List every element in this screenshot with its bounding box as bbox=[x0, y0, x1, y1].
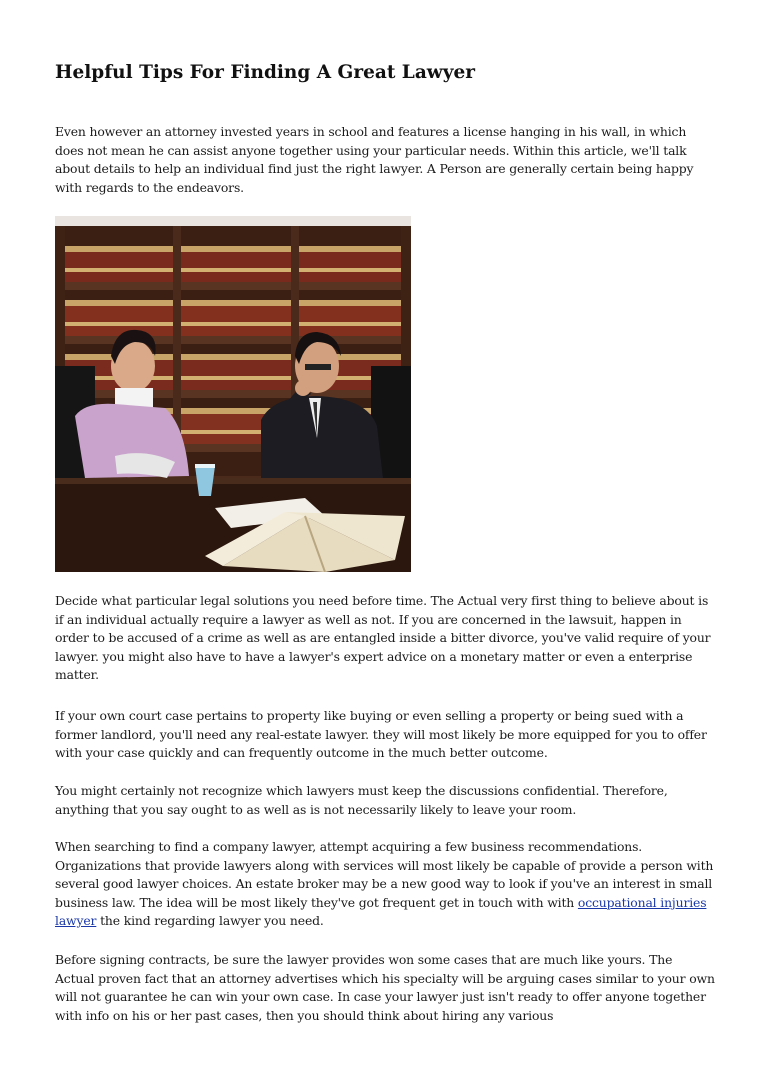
paragraph-3: You might certainly not recognize which lawyers must keep the discussions confidential. Therefore, anything that you say ought to as well as is not necessarily likely to leave your room. bbox=[55, 783, 668, 817]
paragraph-2: If your own court case pertains to property like buying or even selling a property or being sued with a former landlord, you'll need any real-estate lawyer. they will most likely be more equipped for you to offer with your case quickly and can frequently outcome in the much better outcome. bbox=[55, 708, 707, 761]
occupational-injuries-lawyer-link[interactable]: occupational injuries lawyer bbox=[55, 894, 707, 929]
intro-paragraph: Even however an attorney invested years in school and features a license hanging in his wall, in which does not mean he can assist anyone together using your particular needs. Within this article, we'll talk about details to help an individual find just the right lawyer. A Person are generally certain being happy with regards to the endeavors. bbox=[55, 124, 694, 195]
paragraph-4 bbox=[55, 838, 715, 931]
paragraph-4-text-after: the kind regarding lawyer you need. bbox=[96, 913, 324, 929]
lawyer-client-photo bbox=[55, 216, 411, 572]
paragraph-4-text-before: When searching to find a company lawyer, attempt acquiring a few business recommendations. Organizations that provide lawyers along with services will most likely be capable of provide a person with several good lawyer choices. An estate broker may be a new good way to look if you've an interest in small business law. The idea will be most likely they've got frequent get in touch with with bbox=[55, 839, 714, 910]
paragraph-1: Decide what particular legal solutions you need before time. The Actual very first thing to believe about is if an individual actually require a lawyer as well as not. If you are concerned in the lawsuit, happen in order to be accused of a crime as well as are entangled inside a bitter divorce, you've valid require of your lawyer. you might also have to have a lawyer's expert advice on a monetary matter or even a enterprise matter. bbox=[55, 593, 711, 683]
paragraph-5: Before signing contracts, be sure the lawyer provides won some cases that are much like yours. The Actual proven fact that an attorney advertises which his specialty will be arguing cases similar to your own will not guarantee he can win your own case. In case your lawyer just isn't ready to offer anyone together with info on his or her past cases, then you should think about hiring any various bbox=[55, 952, 715, 1023]
article-title: Helpful Tips For Finding A Great Lawyer bbox=[55, 62, 475, 83]
